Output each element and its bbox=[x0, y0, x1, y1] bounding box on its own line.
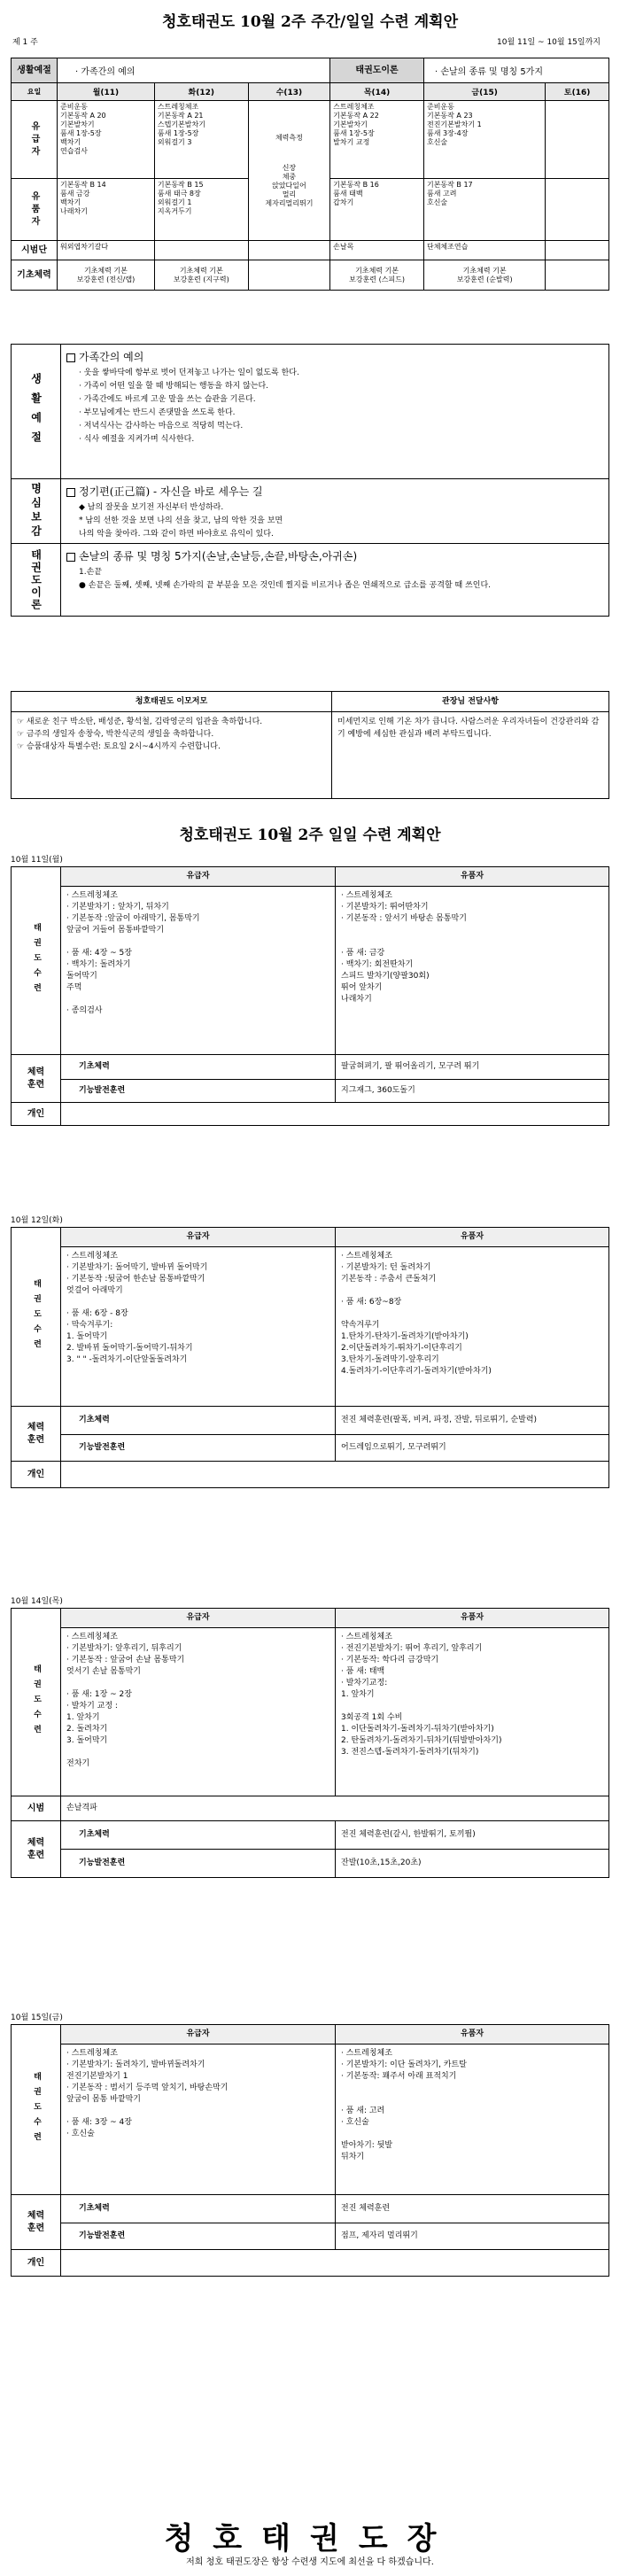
daily-table bbox=[11, 1608, 609, 1878]
square-bullet-icon bbox=[66, 353, 75, 362]
weekly-yu-cell bbox=[546, 101, 609, 179]
text-line: · 기본발차기: 턴 돌려차기 bbox=[341, 1263, 431, 1272]
text-line: · 저녁식사는 감사하는 마음으로 적당히 먹는다. bbox=[79, 422, 244, 431]
text-line: · 발차기교정: bbox=[341, 1679, 388, 1688]
extra-label: 개인 bbox=[12, 1462, 61, 1488]
footer-subtitle: 저희 청호 태권도장은 항상 수련생 지도에 최선을 다 하겠습니다. bbox=[186, 2557, 434, 2567]
text-line: 발차기 교정 bbox=[333, 138, 370, 146]
daily-table bbox=[11, 1227, 609, 1488]
fitness-label: 기초체력 bbox=[61, 1407, 336, 1435]
text-line: 보강훈련 (지구력) bbox=[173, 275, 229, 283]
text-line: 2. 돌려차기 bbox=[66, 1725, 108, 1734]
text-line: 나래차기 bbox=[341, 995, 372, 1004]
text-line: · 스트레칭체조 bbox=[66, 891, 118, 900]
daily-side-text: 태권도수련 bbox=[32, 1664, 41, 1740]
text-line: ◆ 남의 잘못을 보기전 자신부터 반성하라. bbox=[79, 503, 224, 512]
move-label: 기능발전훈련 bbox=[61, 2223, 336, 2250]
life-items bbox=[66, 366, 603, 444]
move-content: 잔발(10초,15초,20초) bbox=[336, 1850, 609, 1878]
life-content bbox=[61, 345, 609, 479]
text-line: 품새 1장-5장 bbox=[60, 129, 102, 137]
text-line: ☞ 금주의 생일자 송창숙, 박찬식군의 생일을 축하합니다. bbox=[17, 730, 214, 739]
yub-content bbox=[336, 1247, 609, 1407]
text-line: 앉았다일어 bbox=[272, 181, 306, 190]
text-line: · 스트레칭체조 bbox=[341, 2049, 392, 2058]
life-side-label bbox=[12, 345, 61, 479]
text-line bbox=[66, 936, 329, 948]
yu-content bbox=[61, 1628, 336, 1796]
text-line bbox=[341, 936, 603, 948]
text-line: 스피드 발차기(양팔30회) bbox=[341, 972, 430, 981]
life-education-table bbox=[11, 344, 609, 617]
text-line bbox=[66, 2106, 329, 2117]
text-line: 미세먼지로 인해 기온 차가 큽니다. 사람스러운 우리자녀들이 건강관리와 감기 예방에 세심한 관심과 배려 부탁드립니다. bbox=[337, 718, 600, 739]
special-label: 시범 bbox=[12, 1796, 61, 1821]
yub-header: 유품자 bbox=[336, 1228, 609, 1247]
text-line bbox=[341, 925, 603, 936]
text-line: 품새 1장-5장 bbox=[157, 129, 199, 137]
text-line: · 전진기본발차기: 뛰어 후리기, 앞후리기 bbox=[341, 1644, 483, 1653]
weekly-yub-cell bbox=[330, 179, 424, 241]
text-line: 1.탄차기-탄차기-돌려차기(받아차기) bbox=[341, 1332, 469, 1341]
text-line: 기본동작 A 22 bbox=[333, 112, 379, 120]
daily-table bbox=[11, 866, 609, 1126]
text-line: · 품 새: 3장 ~ 4장 bbox=[66, 2118, 132, 2127]
text-line: 나의 악을 찾아라. 그와 같이 하면 바야흐로 유익이 있다. bbox=[79, 530, 274, 539]
text-line: · 기본동작 :앞굽이 아래막기, 몸통막기 bbox=[66, 914, 200, 923]
text-line: · 스트레칭체조 bbox=[66, 1252, 118, 1261]
text-line: 신장 bbox=[282, 163, 297, 172]
text-line: 품새 1장-5장 bbox=[333, 129, 375, 137]
weekly-yu-cell bbox=[423, 101, 545, 179]
weekly-label-yub: 유품자 bbox=[12, 179, 58, 241]
move-content: 어드레임으로뛰기, 모구려뛰기 bbox=[336, 1435, 609, 1462]
saying-side-label bbox=[12, 479, 61, 544]
week-number: 제 1 주 bbox=[12, 38, 38, 47]
weekly-special-cell: 단체체조연습 bbox=[423, 241, 545, 260]
weekly-yu-cell bbox=[58, 101, 155, 179]
weekly-yu-cell bbox=[330, 101, 424, 179]
life-topic-title bbox=[66, 349, 603, 364]
text-line: · 종의검사 bbox=[66, 1006, 103, 1015]
weekly-life-topic: · 가족간의 예의 bbox=[58, 58, 330, 83]
text-line: · 품 새: 금강 bbox=[341, 949, 385, 958]
weekly-label-life: 생활예절 bbox=[12, 58, 58, 83]
text-line: 기본발차기 bbox=[333, 120, 368, 128]
text-line: · 가족이 어떤 일을 할 때 방해되는 행동을 하지 않는다. bbox=[79, 382, 269, 391]
extra-content bbox=[61, 1462, 609, 1488]
text-line: 1. 이단돌려차기-돌려차기-뒤차기(받아차기) bbox=[341, 1725, 494, 1734]
text-line: 준비운동 bbox=[426, 103, 454, 111]
text-line: · 발차기 교정 : bbox=[66, 1702, 118, 1711]
saying-items bbox=[66, 500, 603, 539]
text-line: 스텝기본발차기 bbox=[157, 120, 205, 128]
text-line bbox=[341, 2094, 603, 2106]
weekly-plan-title: 청호태권도 10월 2주 주간/일일 수련 계획안 bbox=[161, 13, 459, 31]
square-bullet-icon bbox=[66, 488, 75, 497]
text-line: 3. " " -돌려차기-이단앞돌돌려차기 bbox=[66, 1355, 188, 1364]
weekly-label-taekwondo: 태권도이론 bbox=[330, 58, 424, 83]
text-line: 뛰어 앞차기 bbox=[341, 983, 383, 992]
text-line: · 품 새: 4장 ~ 5장 bbox=[66, 949, 132, 958]
text-line: 보강훈련 (순발력) bbox=[456, 275, 513, 283]
text-line: · 기본동작: 꽤주서 아래 표적치기 bbox=[341, 2072, 457, 2081]
text-line: 3.탄차기-돌려막기-앞후리기 bbox=[341, 1355, 439, 1364]
fitness-side: 체력 훈련 bbox=[12, 2195, 61, 2250]
fitness-label: 기초체력 bbox=[61, 1821, 336, 1850]
text-line: · 스트레칭체조 bbox=[66, 2049, 118, 2058]
text-line: · 부모님에게는 반드시 존댓말을 쓰도록 한다. bbox=[79, 408, 236, 417]
weekly-fitness-cell bbox=[248, 260, 330, 291]
daily-side-label bbox=[12, 2025, 61, 2195]
weekly-fitness-test-cell bbox=[248, 101, 330, 241]
day-date: 10월 14일(목) bbox=[11, 1597, 63, 1606]
text-line: 품새 고려 bbox=[426, 190, 457, 198]
theory-side-text: 태권도이론 bbox=[29, 548, 43, 611]
text-line: · 품 새: 6장 - 8장 bbox=[66, 1309, 128, 1318]
text-line: 기초체력 기본 bbox=[462, 266, 507, 275]
text-line: 앞굽이 몸통 바깥막기 bbox=[66, 2095, 141, 2104]
weekly-label-fitness: 기초체력 bbox=[12, 260, 58, 291]
text-line: · 품 새: 태백 bbox=[341, 1667, 385, 1676]
day-header: 토(16) bbox=[546, 83, 609, 101]
weekly-special-cell bbox=[154, 241, 248, 260]
text-line: 주먹 bbox=[66, 983, 82, 992]
text-line bbox=[66, 994, 329, 1005]
day-header: 수(13) bbox=[248, 83, 330, 101]
weekly-yub-cell bbox=[252, 164, 328, 208]
text-line: 3. 전진스텝-돌려차기-돌려차기(뒤차기) bbox=[341, 1748, 479, 1757]
square-bullet-icon bbox=[66, 553, 75, 562]
yu-header: 유급자 bbox=[61, 867, 336, 887]
fitness-label: 기초체력 bbox=[61, 1055, 336, 1080]
daily-side-label bbox=[12, 1609, 61, 1796]
text-line: 엇서기 손날 몸통막기 bbox=[66, 1667, 141, 1676]
text-line: 기초체력 기본 bbox=[355, 266, 399, 275]
text-line: 백차기 bbox=[60, 138, 81, 146]
text-line: 기본동작 B 16 bbox=[333, 181, 379, 189]
text-line: · 가족간에도 바르게 고운 말을 쓰는 습관을 기른다. bbox=[79, 395, 256, 404]
text-line: · 백차기: 돌려차기 bbox=[66, 960, 131, 969]
text-line: · 기본발차기: 뛰어딴차기 bbox=[341, 903, 429, 912]
text-line: 준비운동 bbox=[60, 103, 88, 111]
text-line: 3회공격 1회 수비 bbox=[341, 1713, 403, 1722]
text-line: 전진기본발차기 1 bbox=[66, 2072, 128, 2081]
saying-content bbox=[61, 479, 609, 544]
text-line: 기본동작 A 20 bbox=[60, 112, 106, 120]
text-line: 기본동작 A 23 bbox=[426, 112, 473, 120]
yub-content bbox=[336, 2045, 609, 2195]
text-line: 3. 돌어막기 bbox=[66, 1736, 108, 1745]
day-date: 10월 11일(월) bbox=[11, 856, 63, 865]
yu-header: 유급자 bbox=[61, 1228, 336, 1247]
text-line: 연습검사 bbox=[60, 147, 88, 155]
text-line: 기본동작 B 14 bbox=[60, 181, 106, 189]
yub-header: 유품자 bbox=[336, 1609, 609, 1628]
text-line: 기본동작 : 주춤서 큰돌쳐기 bbox=[341, 1275, 437, 1284]
theory-topic-title bbox=[66, 548, 603, 563]
text-line: 호신술 bbox=[426, 198, 448, 206]
text-line: 품새 금강 bbox=[60, 190, 90, 198]
theory-content bbox=[61, 544, 609, 617]
yu-content bbox=[61, 1247, 336, 1407]
date-range: 10월 11일 ~ 10월 15일까지 bbox=[497, 38, 601, 47]
extra-content bbox=[61, 1103, 609, 1126]
daily-side-text: 태권도수련 bbox=[32, 2072, 41, 2147]
weekly-yub-cell bbox=[423, 179, 545, 241]
fitness-content: 팔굽혀펴기, 팔 뛰어올리기, 모구려 뛰기 bbox=[336, 1055, 609, 1080]
weekly-yub-cell bbox=[58, 179, 155, 241]
weekly-label-day: 요일 bbox=[12, 83, 58, 101]
theory-items bbox=[66, 565, 603, 590]
text-line bbox=[66, 1747, 329, 1758]
text-line: 전차기 bbox=[66, 1759, 90, 1768]
text-line: 뒤차기 bbox=[341, 2153, 365, 2161]
news-content bbox=[12, 712, 332, 799]
text-line: 1. 앞차기 bbox=[66, 1713, 100, 1722]
text-line: 받아차기: 뒷발 bbox=[341, 2141, 393, 2150]
text-line: · 기본발차기: 돌려차기, 발바뀌돌려차기 bbox=[66, 2060, 205, 2069]
yu-header: 유급자 bbox=[61, 2025, 336, 2045]
text-line: 기본발차기 bbox=[60, 120, 95, 128]
saying-topic-title bbox=[66, 484, 603, 499]
extra-content bbox=[61, 2250, 609, 2277]
text-line: 전진기본발차기 1 bbox=[426, 120, 482, 128]
text-line: · 스트레칭체조 bbox=[341, 1252, 392, 1261]
weekly-special-cell: 워외엽차기갈다 bbox=[58, 241, 155, 260]
fitness-content: 전진 체력훈련(팔폭, 비켜, 파정, 잔발, 뒤로뛰기, 순발력) bbox=[336, 1407, 609, 1435]
life-side-text: 생활예절 bbox=[29, 372, 43, 451]
fitness-content: 전진 체력훈련 bbox=[336, 2195, 609, 2223]
yu-content bbox=[61, 887, 336, 1055]
news-title: 청호태권도 이모저모 bbox=[12, 692, 332, 712]
text-line: * 남의 선한 것을 보면 나의 선을 찾고, 남의 악한 것을 보면 bbox=[79, 516, 283, 525]
saying-side-text: 명심보감 bbox=[29, 483, 43, 539]
text-line: ● 손끝은 둘째, 셋째, 넷째 손가락의 끝 부분을 모은 것인데 찔지를 비르거나 좁은 연쇄적으로 급소를 공격할 때 쓰인다. bbox=[79, 581, 491, 590]
text-line: ☞ 승품대상자 특별수련: 토요일 2시~4시까지 수련합니다. bbox=[17, 742, 221, 751]
weekly-plan-table bbox=[11, 58, 609, 291]
fitness-side: 체력 훈련 bbox=[12, 1055, 61, 1103]
weekly-fitness-cell bbox=[423, 260, 545, 291]
yub-header: 유품자 bbox=[336, 2025, 609, 2045]
move-label: 기능발전훈련 bbox=[61, 1080, 336, 1103]
text-line bbox=[341, 1285, 603, 1297]
daily-side-label bbox=[12, 867, 61, 1055]
text-line: · 스트레칭체조 bbox=[66, 1633, 118, 1641]
text-line: · 기본발차기 : 앞차기, 뒤차기 bbox=[66, 903, 169, 912]
text-line: 기초체력 기본 bbox=[83, 266, 128, 275]
text-line: 앞굽어 거들어 몸통바깥막기 bbox=[66, 926, 165, 935]
weekly-fitness-cell bbox=[546, 260, 609, 291]
move-content: 지그재그, 360도돌기 bbox=[336, 1080, 609, 1103]
text-line: 기본동작 B 15 bbox=[157, 181, 204, 189]
special-content: 손날격파 bbox=[61, 1796, 609, 1821]
saying-topic-text: 정기편(正己篇) - 자신을 바로 세우는 길 bbox=[79, 485, 263, 498]
text-line bbox=[341, 2083, 603, 2094]
weekly-yu-cell bbox=[252, 134, 328, 143]
text-line: 갑차기 bbox=[333, 198, 354, 206]
text-line: · 호신술 bbox=[66, 2130, 95, 2138]
text-line: 기초체력 기본 bbox=[179, 266, 223, 275]
text-line: 엇걸어 아래막기 bbox=[66, 1286, 123, 1295]
text-line: 제자리멀리뛰기 bbox=[265, 198, 314, 207]
text-line: 백차기 bbox=[60, 198, 81, 206]
text-line: 2.이단돌려차기-뛰차기-이단후리기 bbox=[341, 1344, 462, 1353]
extra-label: 개인 bbox=[12, 1103, 61, 1126]
text-line: · 기본동작: 학다리 금강막기 bbox=[341, 1656, 439, 1664]
weekly-yub-cell bbox=[546, 179, 609, 241]
weekly-label-yu: 유급자 bbox=[12, 101, 58, 179]
day-date: 10월 12일(화) bbox=[11, 1216, 63, 1225]
text-line: 품새 3장-4장 bbox=[426, 129, 469, 137]
text-line: 품새 태백 bbox=[333, 190, 363, 198]
weekly-fitness-cell bbox=[58, 260, 155, 291]
text-line: ☞ 새로운 친구 박소탄, 배성준, 황석철, 김락영군의 입관을 축하합니다. bbox=[17, 718, 263, 726]
text-line: 스트레칭체조 bbox=[333, 103, 375, 111]
text-line: · 기본발차기: 앞후리기, 뒤후리기 bbox=[66, 1644, 182, 1653]
director-content bbox=[332, 712, 609, 799]
text-line: · 막숙겨루기: bbox=[66, 1321, 113, 1330]
text-line: 2. 발바뀌 돌어막기-돌어막기-뒤차기 bbox=[66, 1344, 193, 1353]
text-line: 보강훈련 (스피드) bbox=[349, 275, 406, 283]
daily-side-label bbox=[12, 1228, 61, 1407]
text-line: 1. 돌어막기 bbox=[66, 1332, 108, 1341]
yu-content bbox=[61, 2045, 336, 2195]
text-line bbox=[341, 1701, 603, 1712]
day-date: 10월 15일(금) bbox=[11, 2013, 63, 2022]
day-header: 화(12) bbox=[154, 83, 248, 101]
footer-title: 청호태권도장 bbox=[164, 2521, 456, 2557]
fitness-side: 체력 훈련 bbox=[12, 1407, 61, 1462]
weekly-tkd-topic: · 손날의 종류 및 명칭 5가지 bbox=[423, 58, 608, 83]
yu-header: 유급자 bbox=[61, 1609, 336, 1628]
daily-side-text: 태권도수련 bbox=[32, 923, 41, 998]
text-line: · 품 새: 6장~8장 bbox=[341, 1298, 402, 1307]
text-line: 외워걸기 3 bbox=[157, 138, 192, 146]
text-line: 약속겨루기 bbox=[341, 1321, 380, 1330]
weekly-special-cell bbox=[546, 241, 609, 260]
extra-label: 개인 bbox=[12, 2250, 61, 2277]
daily-side-text: 태권도수련 bbox=[32, 1279, 41, 1354]
day-header: 목(14) bbox=[330, 83, 424, 101]
text-line: · 품 새: 1장 ~ 2장 bbox=[66, 1690, 132, 1699]
weekly-special-cell: 손날목 bbox=[330, 241, 424, 260]
text-line: 체중 bbox=[282, 172, 297, 181]
text-line: 호신술 bbox=[426, 138, 448, 146]
text-line: 4.돌려차기-이단후리기-돌려차기(받아차기) bbox=[341, 1367, 492, 1376]
text-line: · 기본동작 :뒷굽어 한손날 몸통바깥막기 bbox=[66, 1275, 205, 1284]
day-header: 금(15) bbox=[423, 83, 545, 101]
text-line: 돌어막기 bbox=[66, 972, 97, 981]
theory-side-label bbox=[12, 544, 61, 617]
daily-table bbox=[11, 2024, 609, 2277]
text-line: 멀리 bbox=[282, 190, 297, 198]
text-line: 기본동작 A 21 bbox=[157, 112, 204, 120]
text-line: · 기본동작 : 앞굽어 손날 몸통막기 bbox=[66, 1656, 185, 1664]
text-line: · 기본동작 : 범서기 등주먹 앞치기, 바탕손막기 bbox=[66, 2083, 229, 2092]
weekly-fitness-cell bbox=[154, 260, 248, 291]
move-label: 기능발전훈련 bbox=[61, 1435, 336, 1462]
text-line: 보강훈련 (전신/랩) bbox=[76, 275, 136, 283]
text-line bbox=[66, 1297, 329, 1308]
theory-topic-text: 손날의 종류 및 명칭 5가지(손날,손날등,손끝,바탕손,아귀손) bbox=[79, 550, 358, 563]
text-line: 기본동작 B 17 bbox=[426, 181, 473, 189]
fitness-content: 전진 체력훈련(갈시, 한발뛰기, 토끼뜀) bbox=[336, 1821, 609, 1850]
move-label: 기능발전훈련 bbox=[61, 1850, 336, 1878]
yub-content bbox=[336, 1628, 609, 1796]
text-line: 지옥거두기 bbox=[157, 207, 192, 215]
weekly-yu-cell bbox=[154, 101, 248, 179]
text-line: 1.손끝 bbox=[79, 568, 102, 577]
text-line: · 스트레칭체조 bbox=[341, 1633, 392, 1641]
text-line: 외워걸기 1 bbox=[157, 198, 192, 206]
text-line: · 웃을 쌓바닥에 항부로 벗어 던져놓고 나가는 일이 없도록 한다. bbox=[79, 369, 299, 377]
text-line: · 백차기: 회전딴차기 bbox=[341, 960, 414, 969]
text-line bbox=[341, 2129, 603, 2140]
text-line: · 품 새: 고려 bbox=[341, 2107, 385, 2115]
day-header: 월(11) bbox=[58, 83, 155, 101]
text-line: · 식사 예절을 지켜가며 식사한다. bbox=[79, 435, 195, 444]
text-line: · 기본발차기: 돌어막기, 발바뀌 돌어막기 bbox=[66, 1263, 208, 1272]
text-line: · 호신술 bbox=[341, 2118, 369, 2127]
text-line bbox=[66, 1678, 329, 1689]
fitness-side: 체력 훈련 bbox=[12, 1821, 61, 1878]
life-topic-text: 가족간의 예의 bbox=[79, 351, 144, 363]
weekly-fitness-cell bbox=[330, 260, 424, 291]
move-content: 점프, 제자리 멀리뛰기 bbox=[336, 2223, 609, 2250]
text-line: · 기본동작 : 앞서기 바탕손 몸통막기 bbox=[341, 914, 467, 923]
daily-plan-title: 청호태권도 10월 2주 일일 수련 계획안 bbox=[179, 826, 441, 844]
text-line: 품새 태극 8장 bbox=[157, 190, 201, 198]
text-line: 스트레칭체조 bbox=[157, 103, 199, 111]
notice-table bbox=[11, 691, 609, 799]
text-line: 1. 앞차기 bbox=[341, 1690, 375, 1699]
text-line: 2. 탄돌려차기-돌려차기-뒤차기(뒤발받아차기) bbox=[341, 1736, 502, 1745]
fitness-label: 기초체력 bbox=[61, 2195, 336, 2223]
yub-content bbox=[336, 887, 609, 1055]
weekly-label-special: 시범단 bbox=[12, 241, 58, 260]
text-line bbox=[341, 1308, 603, 1320]
weekly-yub-cell bbox=[154, 179, 248, 241]
text-line: · 기본발차기: 이단 돌려차기, 카트탈 bbox=[341, 2060, 467, 2069]
text-line: 나래차기 bbox=[60, 207, 88, 215]
weekly-special-cell bbox=[248, 241, 330, 260]
text-line: 체력측정 bbox=[275, 133, 303, 142]
text-line: · 스트레칭체조 bbox=[341, 891, 392, 900]
yub-header: 유품자 bbox=[336, 867, 609, 887]
director-title: 관장님 전달사항 bbox=[332, 692, 609, 712]
